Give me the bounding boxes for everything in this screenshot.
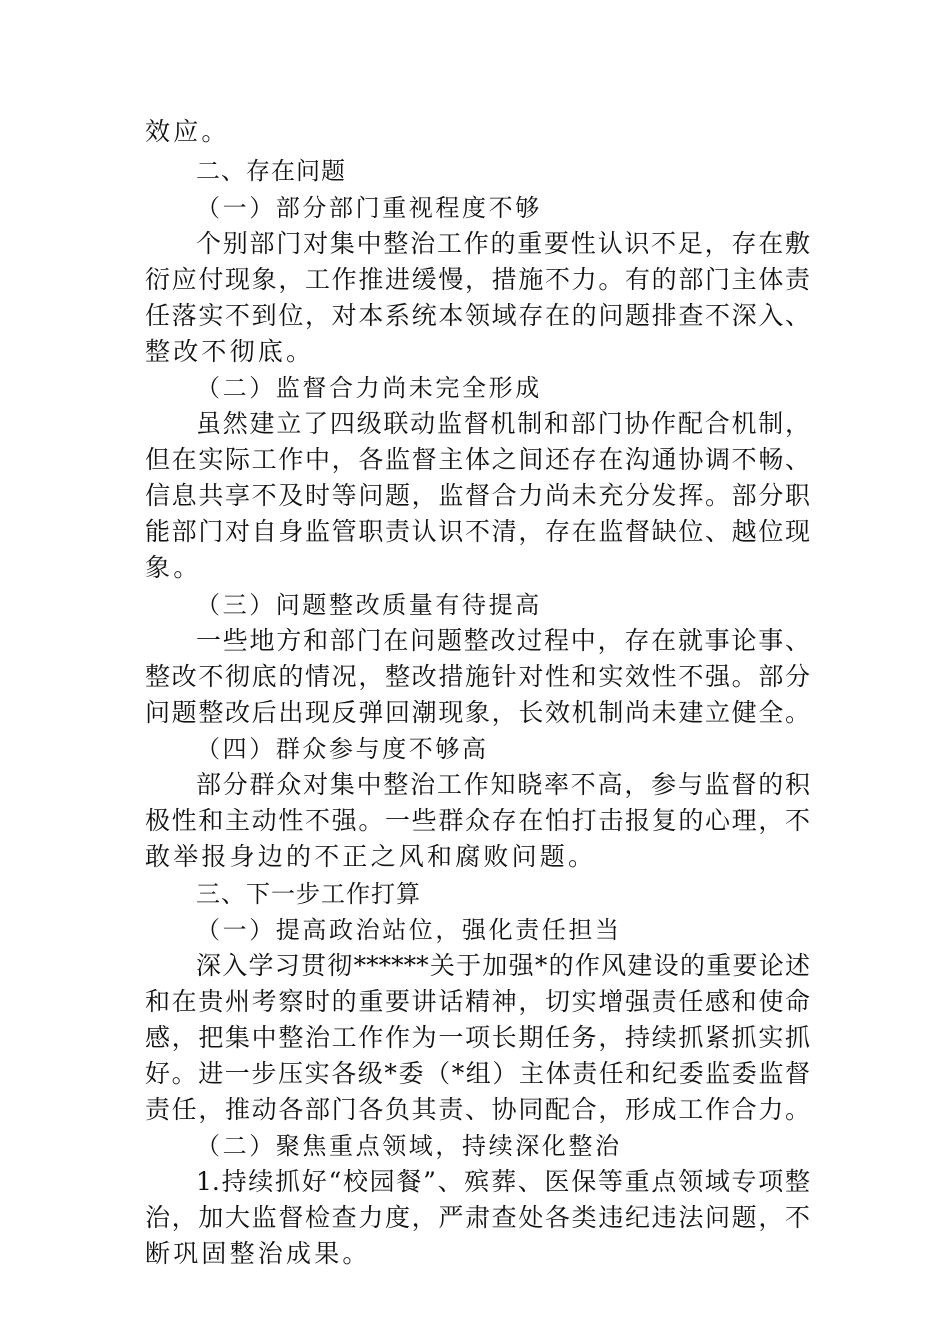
subsection-heading: （一）提高政治站位，强化责任担当 (196, 916, 622, 944)
paragraph-line: 好。进一步压实各级*委（*组）主体责任和纪委监委监督 (145, 1059, 810, 1088)
paragraph-line: 象。 (145, 553, 202, 582)
paragraph-line: 个别部门对集中整治工作的重要性认识不足，存在敷 (196, 229, 810, 258)
paragraph-line: 能部门对自身监管职责认识不清，存在监督缺位、越位现 (145, 517, 810, 546)
paragraph-line: 敢举报身边的不正之风和腐败问题。 (145, 842, 597, 871)
paragraph-line: 断巩固整治成果。 (145, 1239, 371, 1268)
paragraph-line: 虽然建立了四级联动监督机制和部门协作配合机制， (196, 409, 810, 438)
paragraph-line: 一些地方和部门在问题整改过程中，存在就事论事、 (196, 626, 810, 655)
paragraph-line: 问题整改后出现反弹回潮现象，长效机制尚未建立健全。 (145, 698, 810, 727)
subsection-heading: （四）群众参与度不够高 (196, 735, 489, 763)
paragraph-line: 治，加大监督检查力度，严肃查处各类违纪违法问题，不 (145, 1203, 810, 1232)
paragraph-line: 1.持续抓好“校园餐”、殡葬、医保等重点领域专项整 (196, 1167, 810, 1196)
paragraph-line: 感，把集中整治工作作为一项长期任务，持续抓紧抓实抓 (145, 1023, 810, 1052)
paragraph-line: 和在贵州考察时的重要讲话精神，切实增强责任感和使命 (145, 987, 810, 1016)
paragraph-line: 深入学习贯彻******关于加强*的作风建设的重要论述 (196, 951, 810, 980)
paragraph-line: 极性和主动性不强。一些群众存在怕打击报复的心理，不 (145, 806, 810, 835)
section-heading: 三、下一步工作打算 (196, 880, 421, 908)
section-heading: 二、存在问题 (196, 157, 346, 185)
paragraph-line: 部分群众对集中整治工作知晓率不高，参与监督的积 (196, 770, 810, 799)
paragraph-line: 整改不彻底。 (145, 337, 315, 366)
subsection-heading: （二）聚焦重点领域，持续深化整治 (196, 1132, 622, 1160)
subsection-heading: （三）问题整改质量有待提高 (196, 591, 542, 619)
paragraph-line: 信息共享不及时等问题，监督合力尚未充分发挥。部分职 (145, 481, 810, 510)
paragraph-line: 任落实不到位，对本系统本领域存在的问题排查不深入、 (145, 301, 810, 330)
paragraph-line: 但在实际工作中，各监督主体之间还存在沟通协调不畅、 (145, 445, 810, 474)
paragraph-line: 整改不彻底的情况，整改措施针对性和实效性不强。部分 (145, 662, 810, 691)
subsection-heading: （一）部分部门重视程度不够 (196, 194, 542, 222)
paragraph-line: 衍应付现象，工作推进缓慢，措施不力。有的部门主体责 (145, 265, 810, 294)
subsection-heading: （二）监督合力尚未完全形成 (196, 374, 542, 402)
paragraph-line: 责任，推动各部门各负其责、协同配合，形成工作合力。 (145, 1095, 810, 1124)
paragraph-line: 效应。 (145, 117, 230, 146)
